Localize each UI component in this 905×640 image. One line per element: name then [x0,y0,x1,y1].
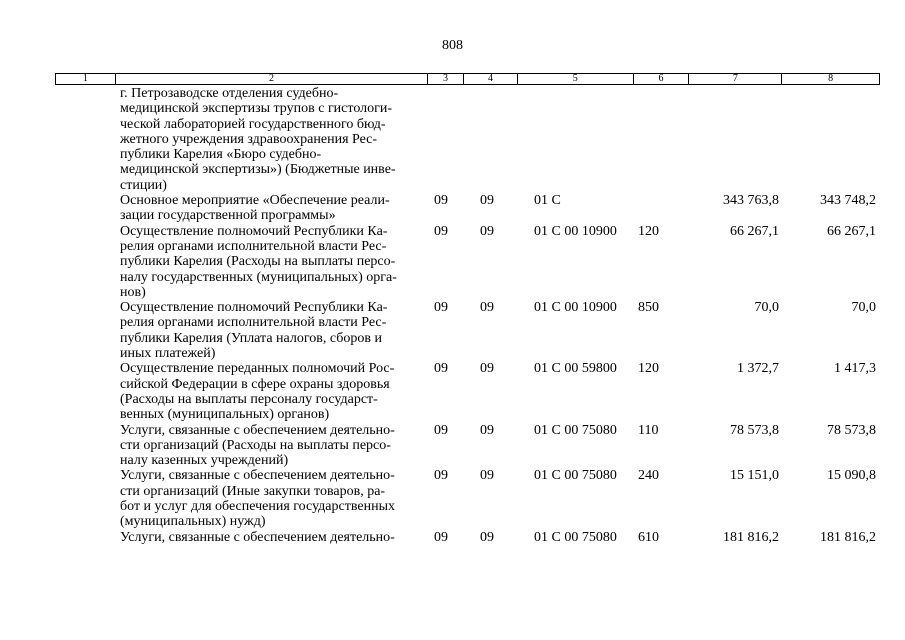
amount-year-2: 15 090,8 [827,468,876,484]
subsection-code: 09 [480,422,494,438]
subsection-code: 09 [480,468,494,484]
table-row [55,300,880,361]
amount-year-1: 1 372,7 [737,361,779,377]
column-header-1: 1 [56,74,116,84]
column-header-8: 8 [828,73,834,84]
amount-year-1: 66 267,1 [730,223,779,239]
table-row [55,530,880,545]
column-header-4: 4 [464,74,518,84]
table-row [55,361,880,422]
amount-year-1: 15 151,0 [730,468,779,484]
section-code: 09 [434,529,448,545]
amount-year-1: 78 573,8 [730,422,779,438]
target-article-code: 01 С 00 10900 [534,300,617,316]
target-article-code: 01 С 00 10900 [534,223,617,239]
column-header-7: 7 [689,74,782,84]
target-article-code: 01 С 00 75080 [534,422,617,438]
column-header-6: 6 [634,74,690,84]
row-description: Осуществление переданных полномочий Рос- сийской Федерации в сфере охраны здоровья (Расходы на выплаты персоналу государст- венных (муниципальных) органов) [120,361,395,423]
target-article-code: 01 С 00 75080 [534,529,617,545]
amount-year-1 [690,86,783,193]
expense-type-code: 850 [638,300,659,316]
column-header-2: 2 [116,74,428,84]
expense-type-code [634,193,690,224]
row-description: г. Петрозаводске отделения судебно- медицинской экспертизы трупов с гистологи- ческой лабораторией государственного бюд- жетного учреждения здравоохранения Рес- публики Карелия «Бюро судебно- медицинской экспертизы») (Бюджетные инве- стиции) [120,86,396,193]
expense-type-code: 240 [638,468,659,484]
amount-year-2: 181 816,2 [820,529,876,545]
expense-type-code: 610 [638,529,659,545]
row-description: Услуги, связанные с обеспечением деятельно- сти организаций (Иные закупки товаров, ра- бот и услуг для обеспечения государственных (муниципальных) нужд) [120,468,395,530]
amount-year-2: 343 748,2 [820,193,876,209]
amount-year-1: 343 763,8 [723,193,779,209]
row-description: Услуги, связанные с обеспечением деятельно- [120,529,395,545]
target-article-code [518,86,634,193]
column-header-5: 5 [518,74,634,84]
expense-type-code: 110 [638,422,659,438]
section-code: 09 [434,422,448,438]
table-row [55,193,880,224]
amount-year-1: 181 816,2 [723,529,779,545]
table-row [55,468,880,529]
amount-year-2 [783,86,880,193]
page-number: 808 [442,38,463,53]
column-header-3: 3 [428,74,464,84]
subsection-code: 09 [480,300,494,316]
section-code: 09 [434,361,448,377]
subsection-code: 09 [480,223,494,239]
target-article-code: 01 С 00 75080 [534,468,617,484]
table-row [55,224,880,300]
section-code: 09 [434,468,448,484]
amount-year-2: 78 573,8 [827,422,876,438]
subsection-code: 09 [480,193,494,209]
amount-year-2: 1 417,3 [834,361,876,377]
expense-type-code: 120 [638,361,659,377]
amount-year-2: 70,0 [851,300,876,316]
table-header-row [55,73,880,85]
subsection-code [464,86,518,193]
row-description: Основное мероприятие «Обеспечение реали- зации государственной программы» [120,193,390,224]
section-code: 09 [434,223,448,239]
amount-year-2: 66 267,1 [827,223,876,239]
row-description: Услуги, связанные с обеспечением деятельно- сти организаций (Расходы на выплаты персо- налу казенных учреждений) [120,422,395,469]
subsection-code: 09 [480,529,494,545]
table-body [55,86,880,545]
amount-year-1: 70,0 [754,300,779,316]
table-row [55,423,880,469]
expense-type-code: 120 [638,223,659,239]
section-code [428,86,464,193]
section-code: 09 [434,300,448,316]
table-row [55,86,880,193]
row-description: Осуществление полномочий Республики Ка- релия органами исполнительной власти Рес- публики Карелия (Уплата налогов, сборов и иных платежей) [120,300,388,362]
subsection-code: 09 [480,361,494,377]
target-article-code: 01 С [534,193,561,209]
row-description: Осуществление полномочий Республики Ка- релия органами исполнительной власти Рес- публики Карелия (Расходы на выплаты персо- налу государственных (муниципальных) орга- нов) [120,223,397,300]
expense-type-code [634,86,690,193]
section-code: 09 [434,193,448,209]
target-article-code: 01 С 00 59800 [534,361,617,377]
